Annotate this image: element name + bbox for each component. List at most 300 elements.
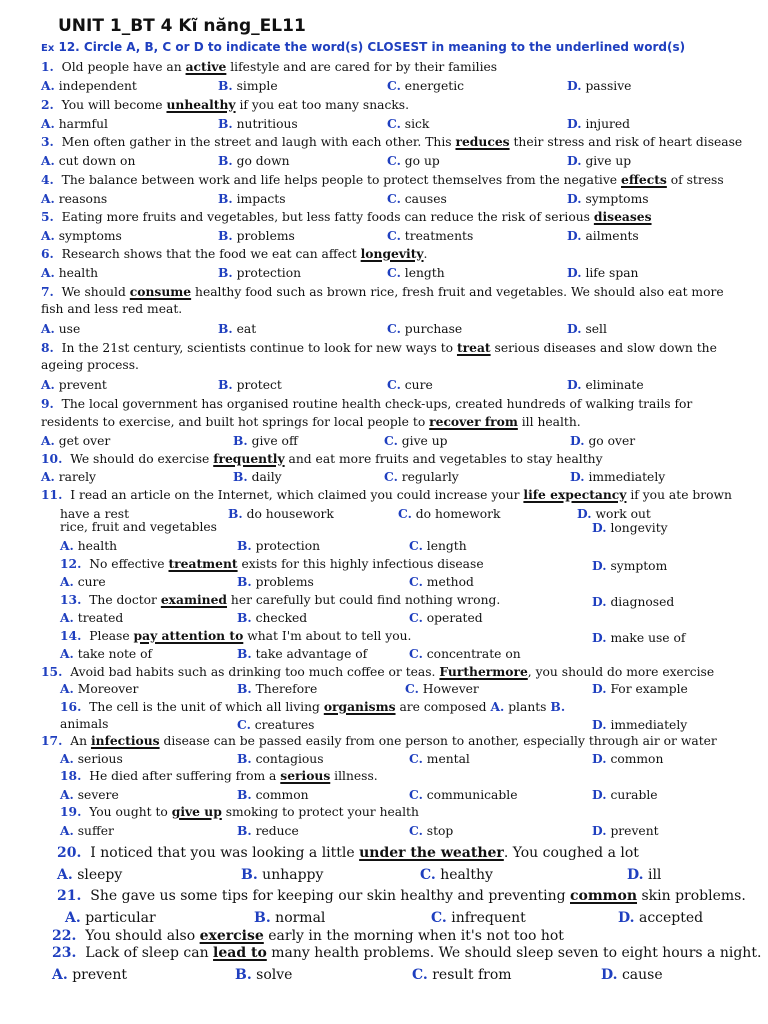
answer-option[interactable]	[237, 574, 314, 589]
answer-option[interactable]	[387, 228, 473, 243]
option-text: go down	[236, 154, 290, 168]
option-text: passive	[585, 79, 632, 93]
question-stem	[41, 209, 652, 224]
answer-option[interactable]	[387, 116, 429, 131]
option-letter: C.	[387, 78, 401, 93]
option-text: Therefore	[255, 682, 318, 696]
option-letter: B.	[218, 153, 233, 168]
option-letter: B.	[218, 116, 233, 131]
option-letter: A.	[60, 681, 74, 696]
answer-option[interactable]	[387, 78, 464, 93]
option-letter: C.	[398, 506, 412, 521]
answer-option[interactable]	[592, 520, 668, 535]
answer-option[interactable]	[218, 265, 301, 280]
answer-option[interactable]	[237, 610, 307, 625]
question-number: 12.	[60, 556, 82, 571]
answer-option[interactable]	[601, 967, 663, 983]
option-text: cause	[621, 967, 663, 983]
option-letter: D.	[618, 910, 635, 926]
underlined-word: unhealthy	[166, 97, 236, 112]
option-text: protect	[236, 378, 282, 392]
question-number: 5.	[41, 209, 54, 224]
answer-option[interactable]	[567, 191, 649, 206]
answer-option[interactable]	[567, 153, 631, 168]
option-text: prevent	[58, 378, 107, 392]
answer-option[interactable]	[41, 191, 107, 206]
answer-option[interactable]	[592, 558, 667, 573]
option-text: symptoms	[585, 192, 649, 206]
answer-option[interactable]	[218, 191, 286, 206]
option-letter: D.	[567, 191, 582, 206]
question-text-cont: ageing process.	[41, 358, 139, 372]
answer-option[interactable]	[387, 153, 440, 168]
option-letter: C.	[384, 433, 398, 448]
option-letter: D.	[592, 787, 607, 802]
answer-option[interactable]	[254, 910, 325, 926]
answer-option[interactable]	[592, 751, 663, 766]
question-text: Old people have an	[61, 60, 186, 74]
answer-option[interactable]	[409, 538, 467, 553]
answer-option[interactable]	[237, 646, 367, 661]
option-letter: A.	[65, 910, 81, 926]
answer-option[interactable]	[237, 538, 320, 553]
option-letter: B.	[237, 751, 252, 766]
answer-option[interactable]	[592, 630, 685, 645]
answer-option[interactable]	[60, 646, 152, 661]
question-text: I read an article on the Internet, which claimed you could increase your	[70, 488, 524, 502]
option-letter: B.	[254, 910, 271, 926]
answer-option[interactable]	[41, 469, 96, 484]
question-text: healthy food such as brown rice, fresh fruit and vegetables. We should also eat more	[191, 285, 724, 299]
question-text-cont: animals	[60, 717, 109, 731]
answer-option[interactable]	[241, 867, 323, 883]
answer-option[interactable]	[592, 823, 659, 838]
question-stem	[60, 592, 500, 607]
option-text: have a rest	[60, 507, 130, 521]
answer-option[interactable]	[60, 538, 117, 553]
question-text: We should	[61, 285, 130, 299]
question-number: 18.	[60, 768, 82, 783]
option-letter: A.	[490, 699, 505, 714]
question-text: The doctor	[89, 593, 161, 607]
question-number: 6.	[41, 246, 54, 261]
option-letter: B.	[218, 265, 233, 280]
option-letter: D.	[567, 78, 582, 93]
underlined-word: active	[185, 59, 227, 74]
answer-option[interactable]	[235, 967, 292, 983]
answer-option[interactable]	[577, 506, 651, 521]
answer-option[interactable]	[409, 646, 521, 661]
question-text: many health problems. We should sleep seven to eight hours a night.	[266, 945, 762, 961]
option-text: length	[404, 266, 445, 280]
option-letter: A.	[60, 787, 74, 802]
option-letter: C.	[409, 574, 423, 589]
option-text: go over	[588, 434, 636, 448]
answer-option[interactable]	[52, 967, 127, 983]
answer-option[interactable]	[237, 787, 309, 802]
question-text: skin problems.	[637, 888, 746, 904]
answer-option[interactable]	[237, 717, 314, 732]
answer-option[interactable]	[567, 116, 630, 131]
question-text: An	[70, 734, 91, 748]
answer-option[interactable]	[57, 867, 122, 883]
option-letter: D.	[601, 967, 618, 983]
option-letter: A.	[41, 191, 55, 206]
answer-option[interactable]	[409, 574, 474, 589]
answer-option[interactable]	[218, 153, 290, 168]
question-text: of stress	[666, 173, 724, 187]
option-text: take advantage of	[255, 647, 368, 661]
question-number: 14.	[60, 628, 82, 643]
option-text: particular	[85, 910, 156, 926]
option-text: energetic	[404, 79, 465, 93]
answer-option[interactable]	[567, 265, 638, 280]
answer-option[interactable]	[218, 377, 282, 392]
underlined-word: lead to	[213, 945, 267, 961]
question-stem	[60, 556, 484, 571]
question-number: 10.	[41, 451, 63, 466]
option-letter: D.	[570, 433, 585, 448]
option-letter: A.	[57, 867, 73, 883]
question-text: , you should do more exercise	[527, 665, 715, 679]
option-letter: A.	[41, 228, 55, 243]
question-stem	[41, 284, 724, 299]
option-text: symptom	[610, 559, 668, 573]
answer-option[interactable]	[65, 910, 156, 926]
option-text: creatures	[254, 718, 315, 732]
option-text: accepted	[638, 910, 704, 926]
question-stem	[41, 487, 732, 502]
option-text: Moreover	[77, 682, 139, 696]
exercise-prefix: Ex	[41, 43, 55, 54]
option-text: life span	[585, 266, 639, 280]
question-text: The cell is the unit of which all living	[89, 700, 324, 714]
option-letter: D.	[567, 228, 582, 243]
option-letter: D.	[592, 520, 607, 535]
option-letter: D.	[567, 265, 582, 280]
question-text: their stress and risk of heart disease	[509, 135, 743, 149]
answer-option[interactable]	[409, 787, 517, 802]
question-stem	[52, 945, 761, 961]
option-letter: C.	[387, 228, 401, 243]
question-stem	[41, 134, 742, 149]
question-number: 9.	[41, 396, 54, 411]
option-text: cure	[77, 575, 106, 589]
exercise-instruction-text: 12. Circle A, B, C or D to indicate the word(s) CLOSEST in meaning to the underlined word(s)	[58, 40, 686, 54]
answer-option[interactable]	[237, 751, 324, 766]
option-text: cut down on	[58, 154, 136, 168]
option-text: impacts	[236, 192, 286, 206]
answer-option[interactable]	[41, 433, 110, 448]
option-text: work out	[595, 507, 651, 521]
option-text: independent	[58, 79, 137, 93]
option-text: common	[255, 788, 309, 802]
option-text: immediately	[610, 718, 688, 732]
underlined-word: frequently	[213, 451, 285, 466]
option-letter: A.	[41, 321, 55, 336]
underlined-word: common	[570, 888, 638, 904]
underlined-word: diseases	[593, 209, 652, 224]
question-text: You ought to	[89, 805, 172, 819]
option-letter: C.	[387, 321, 401, 336]
option-letter: D.	[567, 321, 582, 336]
option-text: reduce	[255, 824, 299, 838]
answer-option[interactable]	[60, 574, 106, 589]
question-text: if you eat too many snacks.	[235, 98, 410, 112]
option-letter: B.	[237, 823, 252, 838]
question-stem	[41, 664, 714, 679]
question-text: disease can be passed easily from one person to another, especially through air or water	[159, 734, 717, 748]
answer-option[interactable]	[218, 321, 256, 336]
option-letter: C.	[237, 717, 251, 732]
exercise-instruction	[41, 40, 685, 54]
answer-option[interactable]	[237, 681, 317, 696]
option-text: eliminate	[585, 378, 644, 392]
option-text: communicable	[426, 788, 518, 802]
option-letter: C.	[412, 967, 428, 983]
answer-option[interactable]	[409, 610, 483, 625]
question-number: 19.	[60, 804, 82, 819]
option-text: infrequent	[451, 910, 526, 926]
answer-option[interactable]	[41, 78, 137, 93]
underlined-word: consume	[129, 284, 192, 299]
option-text: eat	[236, 322, 257, 336]
question-text-cont	[41, 414, 581, 429]
answer-option[interactable]	[412, 967, 512, 983]
option-text: length	[426, 539, 467, 553]
option-letter: C.	[387, 191, 401, 206]
answer-option[interactable]	[567, 321, 607, 336]
answer-option[interactable]	[387, 321, 462, 336]
underlined-word: serious	[280, 768, 331, 783]
answer-option[interactable]	[570, 469, 665, 484]
underlined-word: organisms	[323, 699, 396, 714]
option-letter: B.	[237, 646, 252, 661]
answer-option[interactable]	[420, 867, 493, 883]
question-text: Avoid bad habits such as drinking too much coffee or teas.	[70, 665, 440, 679]
option-text: ill	[647, 867, 662, 883]
answer-option[interactable]	[567, 377, 644, 392]
option-letter: B.	[241, 867, 258, 883]
answer-option[interactable]	[405, 681, 479, 696]
answer-option[interactable]	[41, 228, 122, 243]
option-letter: C.	[409, 787, 423, 802]
answer-option[interactable]	[592, 594, 674, 609]
option-letter: C.	[387, 265, 401, 280]
option-text: prevent	[610, 824, 659, 838]
answer-option[interactable]	[228, 506, 334, 521]
question-text: early in the morning when it's not too hot	[263, 928, 564, 944]
question-stem	[60, 699, 565, 714]
option-text: sleepy	[77, 867, 123, 883]
underlined-word: examined	[160, 592, 228, 607]
option-text: diagnosed	[610, 595, 675, 609]
option-text: checked	[255, 611, 308, 625]
option-letter: A.	[41, 116, 55, 131]
answer-option[interactable]	[60, 787, 119, 802]
option-letter: A.	[41, 433, 55, 448]
question-text: You should also	[85, 928, 200, 944]
answer-option[interactable]	[41, 377, 107, 392]
answer-option[interactable]	[387, 265, 445, 280]
question-text: The balance between work and life helps people to protect themselves from the negative	[61, 173, 621, 187]
option-letter: D.	[592, 681, 607, 696]
question-stem	[60, 768, 378, 783]
option-letter: B.	[233, 433, 248, 448]
answer-option[interactable]	[592, 717, 687, 732]
option-text: give up	[401, 434, 448, 448]
answer-option[interactable]	[592, 681, 688, 696]
option-text: common	[610, 752, 664, 766]
option-letter: D.	[592, 558, 607, 573]
option-letter: D.	[567, 116, 582, 131]
question-number: 15.	[41, 664, 63, 679]
option-text: give off	[251, 434, 298, 448]
question-number: 2.	[41, 97, 54, 112]
option-letter: A.	[52, 967, 68, 983]
question-stem	[41, 340, 717, 355]
answer-option[interactable]	[409, 751, 470, 766]
option-letter: B.	[218, 377, 233, 392]
option-text: reasons	[58, 192, 108, 206]
question-stem	[60, 628, 411, 643]
question-stem	[57, 888, 746, 904]
option-text: However	[422, 682, 479, 696]
question-text: ill health.	[517, 415, 581, 429]
underlined-word: longevity	[360, 246, 424, 261]
option-letter: B.	[218, 78, 233, 93]
answer-option[interactable]	[41, 265, 98, 280]
answer-option[interactable]	[60, 681, 138, 696]
option-letter: A.	[41, 469, 55, 484]
option-letter: B.	[237, 681, 252, 696]
question-text: No effective	[89, 557, 169, 571]
question-number: 11.	[41, 487, 63, 502]
question-number: 21.	[57, 888, 82, 904]
answer-option[interactable]	[398, 506, 501, 521]
option-letter: D.	[592, 594, 607, 609]
option-text: health	[58, 266, 99, 280]
option-text: longevity	[610, 521, 668, 535]
option-letter: D.	[592, 823, 607, 838]
option-letter: B.	[218, 228, 233, 243]
page-title: UNIT 1_BT 4 Kĩ năng_EL11	[58, 16, 306, 36]
option-text: use	[58, 322, 81, 336]
option-text: concentrate on	[426, 647, 521, 661]
answer-option[interactable]	[233, 433, 298, 448]
option-text: give up	[585, 154, 632, 168]
option-text: daily	[251, 470, 282, 484]
answer-option[interactable]	[384, 469, 459, 484]
answer-option[interactable]	[384, 433, 448, 448]
option-letter: D.	[567, 377, 582, 392]
question-text: . You coughed a lot	[503, 845, 639, 861]
answer-option[interactable]	[218, 78, 278, 93]
option-letter: C.	[387, 377, 401, 392]
question-text: Please	[89, 629, 134, 643]
option-letter: D.	[567, 153, 582, 168]
option-text: causes	[404, 192, 447, 206]
answer-option[interactable]	[60, 823, 114, 838]
question-text: I noticed that you was looking a little	[90, 845, 360, 861]
option-text: prevent	[72, 967, 127, 983]
answer-option[interactable]	[41, 116, 108, 131]
option-letter: D.	[577, 506, 592, 521]
underlined-word: life expectancy	[523, 487, 627, 502]
answer-option[interactable]	[567, 228, 639, 243]
option-letter: D.	[627, 867, 644, 883]
underlined-word: infectious	[90, 733, 160, 748]
option-letter: A.	[60, 823, 74, 838]
option-text: purchase	[404, 322, 463, 336]
answer-option[interactable]	[570, 433, 635, 448]
answer-option[interactable]	[618, 910, 703, 926]
option-letter: B.	[233, 469, 248, 484]
underlined-word: treatment	[168, 556, 238, 571]
answer-option[interactable]	[409, 823, 453, 838]
question-stem	[41, 97, 409, 112]
option-text: treated	[77, 611, 124, 625]
answer-option[interactable]	[218, 228, 295, 243]
option-text: protection	[255, 539, 321, 553]
answer-option[interactable]	[592, 787, 658, 802]
option-text: serious	[77, 752, 123, 766]
answer-option[interactable]	[387, 191, 447, 206]
option-text: go up	[404, 154, 440, 168]
answer-option[interactable]	[233, 469, 282, 484]
answer-option[interactable]	[60, 506, 129, 521]
option-letter: A.	[41, 78, 55, 93]
question-number: 22.	[52, 928, 77, 944]
option-letter: C.	[409, 751, 423, 766]
option-text: health	[77, 539, 118, 553]
option-text: take note of	[77, 647, 153, 661]
option-letter: A.	[60, 646, 74, 661]
option-letter: C.	[405, 681, 419, 696]
answer-option[interactable]	[387, 377, 433, 392]
answer-option[interactable]	[237, 823, 299, 838]
option-text: protection	[236, 266, 302, 280]
question-text: The local government has organised routine health check-ups, created hundreds of walking trails for	[61, 397, 693, 411]
question-text: are composed	[395, 700, 491, 714]
question-text: residents to exercise, and built hot springs for local people to	[41, 415, 430, 429]
answer-option[interactable]	[60, 610, 123, 625]
answer-option[interactable]	[431, 910, 526, 926]
question-text: and eat more fruits and vegetables to stay healthy	[284, 452, 603, 466]
option-text: get over	[58, 434, 111, 448]
underlined-word: exercise	[199, 928, 264, 944]
answer-option[interactable]	[627, 867, 661, 883]
question-number: 20.	[57, 845, 82, 861]
answer-option[interactable]	[41, 321, 80, 336]
option-text: ailments	[585, 229, 639, 243]
answer-option[interactable]	[41, 153, 135, 168]
question-text: We should do exercise	[70, 452, 214, 466]
option-text: simple	[236, 79, 278, 93]
question-text: her carefully but could find nothing wrong.	[227, 593, 501, 607]
question-text: lifestyle and are cared for by their families	[226, 60, 498, 74]
answer-option[interactable]	[567, 78, 631, 93]
option-letter: A.	[60, 574, 74, 589]
answer-option[interactable]	[218, 116, 298, 131]
question-stem	[41, 172, 724, 187]
option-letter: B.	[237, 538, 252, 553]
option-text: make use of	[610, 631, 686, 645]
question-stem	[41, 451, 603, 466]
option-letter: C.	[409, 646, 423, 661]
underlined-word: Furthermore	[439, 664, 528, 679]
answer-option[interactable]	[60, 751, 123, 766]
